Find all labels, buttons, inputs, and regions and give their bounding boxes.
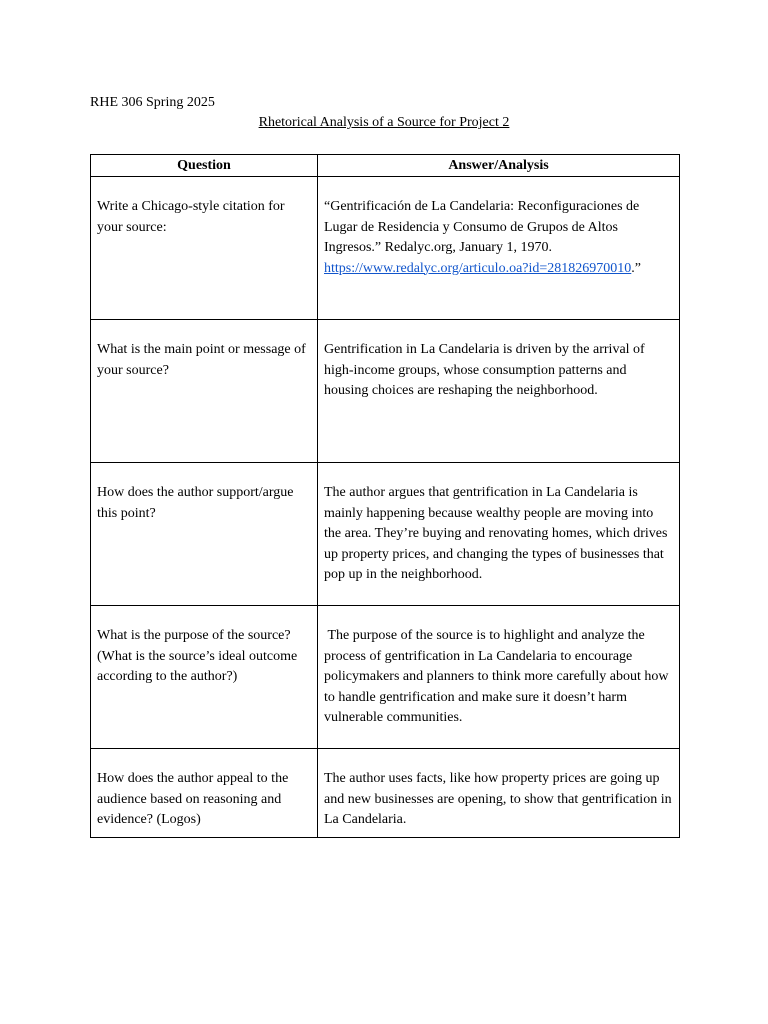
answer-cell — [318, 177, 680, 320]
answer-cell: The author argues that gentrification in La Candelaria is mainly happening because wealthy people are moving into the area. They’re buying and renovating homes, which drives up property prices, and changing the types of businesses that pop up in the neighborhood. — [318, 463, 680, 606]
question-cell: Write a Chicago-style citation for your source: — [91, 177, 318, 320]
table-row — [91, 320, 680, 463]
page-title: Rhetorical Analysis of a Source for Project 2 — [258, 115, 510, 130]
question-cell: What is the main point or message of your source? — [91, 320, 318, 463]
question-cell: How does the author support/argue this point? — [91, 463, 318, 606]
analysis-table — [90, 154, 680, 838]
table-header-row — [91, 155, 680, 177]
table-row — [91, 463, 680, 606]
table-row — [91, 749, 680, 838]
table-row — [91, 177, 680, 320]
citation-suffix: .” — [631, 260, 642, 276]
question-cell: What is the purpose of the source? (What is the source’s ideal outcome according to the author?) — [91, 606, 318, 749]
question-cell: How does the author appeal to the audience based on reasoning and evidence? (Logos) — [91, 749, 318, 838]
column-header-question: Question — [91, 155, 318, 177]
table-row — [91, 606, 680, 749]
citation-text: “Gentrificación de La Candelaria: Reconfiguraciones de Lugar de Residencia y Consumo de Grupos de Altos Ingresos.” Redalyc.org, January 1, 1970. — [324, 199, 640, 255]
answer-cell: The author uses facts, like how property prices are going up and new businesses are opening, to show that gentrification in La Candelaria. — [318, 749, 680, 838]
citation-link[interactable]: https://www.redalyc.org/articulo.oa?id=281826970010 — [324, 260, 632, 276]
answer-cell: Gentrification in La Candelaria is driven by the arrival of high-income groups, whose consumption patterns and housing choices are reshaping the neighborhood. — [318, 320, 680, 463]
column-header-answer: Answer/Analysis — [318, 155, 680, 177]
answer-cell: The purpose of the source is to highlight and analyze the process of gentrification in La Candelaria to encourage policymakers and planners to think more carefully about how to handle gentrification and make sure it doesn’t harm vulnerable communities. — [318, 606, 680, 749]
course-line: RHE 306 Spring 2025 — [90, 95, 215, 110]
